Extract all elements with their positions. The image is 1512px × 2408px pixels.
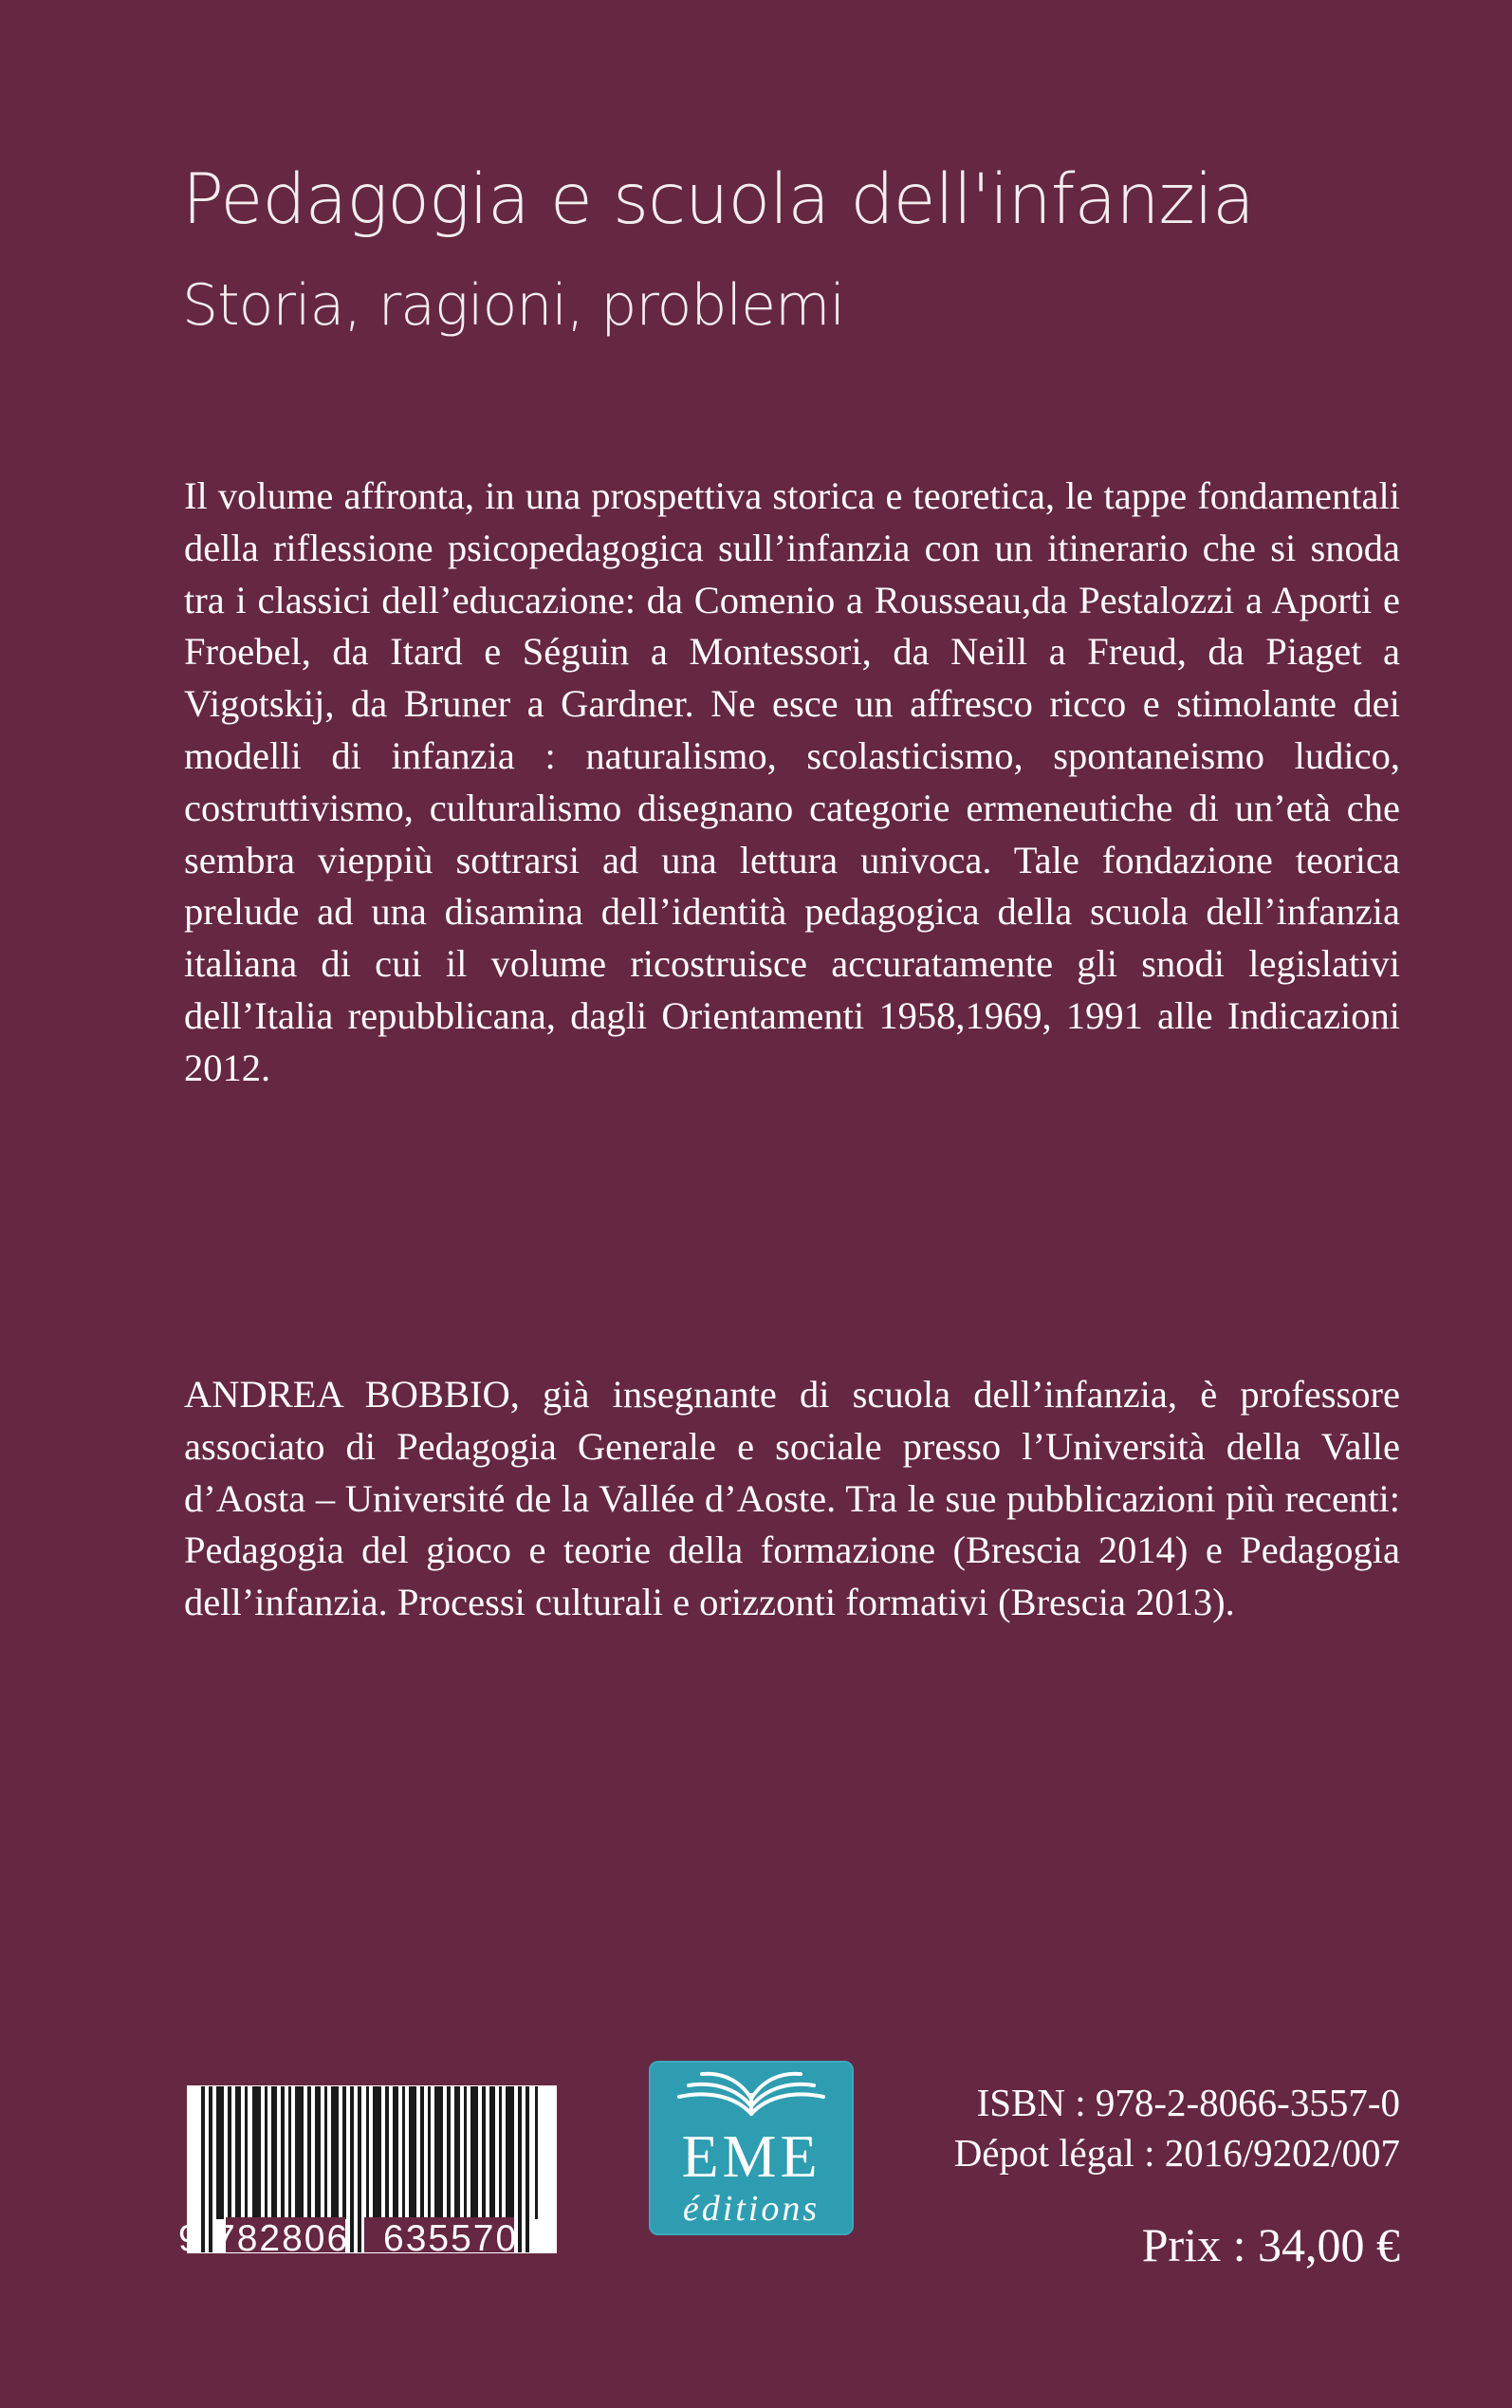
author-bio-text: , già insegnante di scuola dell’infanzia, è professore associato di Pedagogia Generale e sociale presso l’Università della Valle d’Aosta – Université de la Vallée d’Aoste. Tra le sue pubblicazioni più recenti: Pedagogia del gioco e teorie della formazione (Brescia 2014) e Pedagogia dell’infanzia. Processi culturali e orizzonti formativi (Brescia 2013). — [184, 1373, 1401, 1624]
book-title: Pedagogia e scuola dell'infanzia — [182, 159, 1254, 240]
author-name: ANDREA BOBBIO — [184, 1373, 510, 1416]
isbn-label: ISBN : 978-2-8066-3557-0 — [976, 2081, 1400, 2124]
author-bio — [184, 1369, 1400, 1629]
price-label: Prix : 34,00 € — [1141, 2218, 1400, 2271]
barcode-digits-right: 635570 — [383, 2218, 519, 2259]
barcode-digits-left: 782806 — [214, 2218, 350, 2259]
logo-tagline: éditions — [682, 2189, 821, 2229]
depot-legal-label: Dépot légal : 2016/9202/007 — [953, 2131, 1400, 2175]
book-description: Il volume affronta, in una prospettiva storica e teoretica, le tappe fondamentali della riflessione psicopedagogica sull’infanzia con un itinerario che si snoda tra i classici dell’educazione: da Comenio a Rousseau,da Pestalozzi a Aporti e Froebel, da Itard e Séguin a Montessori, da Neill a Freud, da Piaget a Vigotskij, da Bruner a Gardner. Ne esce un affresco ricco e stimolante dei modelli di infanzia : naturalismo, scolasticismo, spontaneismo ludico, costruttivismo, culturalismo disegnano categorie ermeneutiche di un’età che sembra vieppiù sottrarsi ad una lettura univoca. Tale fondazione teorica prelude ad una disamina dell’identità pedagogica della scuola dell’infanzia italiana di cui il volume ricostruisce accuratamente gli snodi legislativi dell’Italia repubblicana, dagli Orientamenti 1958,1969, 1991 alle Indicazioni 2012. — [184, 474, 1400, 1089]
logo-name: EME — [681, 2122, 821, 2190]
barcode-first-digit: 9 — [178, 2218, 199, 2259]
open-book-icon — [668, 2066, 835, 2123]
book-subtitle: Storia, ragioni, problemi — [182, 272, 845, 339]
publisher-logo — [649, 2061, 854, 2235]
